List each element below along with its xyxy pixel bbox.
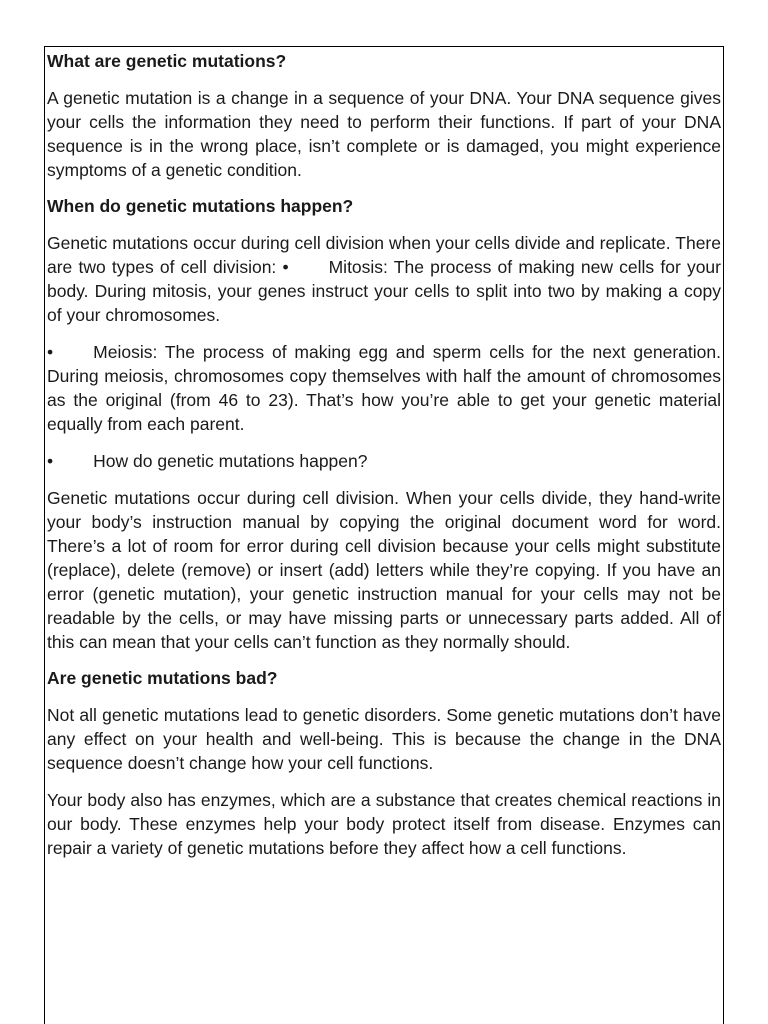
bullet-meiosis: • bbox=[47, 342, 54, 362]
mitosis-text: Mitosis: The process of making new cells for your body. During mitosis, your genes instruct your cells to split into two by making a copy of your chromosomes. bbox=[47, 257, 721, 325]
document-frame bbox=[44, 46, 724, 1024]
paragraph-how-mutations-happen: Genetic mutations occur during cell division. When your cells divide, they hand-write your body’s instruction manual by copying the original document word for word. There’s a lot of room for error during cell division because your cells might substitute (replace), delete (remove) or insert (add) letters while they’re copying. If you have an error (genetic mutation), your genetic instruction manual for your cells may not be readable by the cells, or may have missing parts or unnecessary parts added. All of this can mean that your cells can’t function as they normally should. bbox=[47, 488, 721, 652]
bullet-how: • bbox=[47, 451, 54, 471]
paragraph-enzymes: Your body also has enzymes, which are a substance that creates chemical reactions in our body. These enzymes help your body protect itself from disease. Enzymes can repair a variety of genetic mutations before they affect how a cell functions. bbox=[47, 790, 721, 858]
heading-when-mutations-happen: When do genetic mutations happen? bbox=[47, 196, 354, 216]
heading-what-are-mutations: What are genetic mutations? bbox=[47, 51, 287, 71]
how-heading-text: How do genetic mutations happen? bbox=[93, 451, 368, 471]
meiosis-text: Meiosis: The process of making egg and sperm cells for the next generation. During meiosis, chromosomes copy themselves with half the amount of chromosomes as the original (from 46 to 23). That’s how you’re able to get your genetic material equally from each parent. bbox=[47, 342, 721, 434]
paragraph-meiosis bbox=[47, 340, 721, 436]
cell-division-intro: Genetic mutations occur during cell division when your cells divide and replicate. There are two types of cell division: bbox=[47, 233, 721, 277]
paragraph-not-all-mutations: Not all genetic mutations lead to genetic disorders. Some genetic mutations don’t have any effect on your health and well-being. This is because the change in the DNA sequence doesn’t change how your cell functions. bbox=[47, 705, 721, 773]
document-content bbox=[47, 50, 721, 873]
paragraph-definition: A genetic mutation is a change in a sequence of your DNA. Your DNA sequence gives your cells the information they need to perform their functions. If part of your DNA sequence is in the wrong place, isn’t complete or is damaged, you might experience symptoms of a genetic condition. bbox=[47, 88, 721, 180]
heading-are-mutations-bad: Are genetic mutations bad? bbox=[47, 668, 278, 688]
paragraph-how-heading bbox=[47, 449, 721, 473]
paragraph-cell-division bbox=[47, 231, 721, 327]
bullet-mitosis: • bbox=[282, 257, 289, 277]
